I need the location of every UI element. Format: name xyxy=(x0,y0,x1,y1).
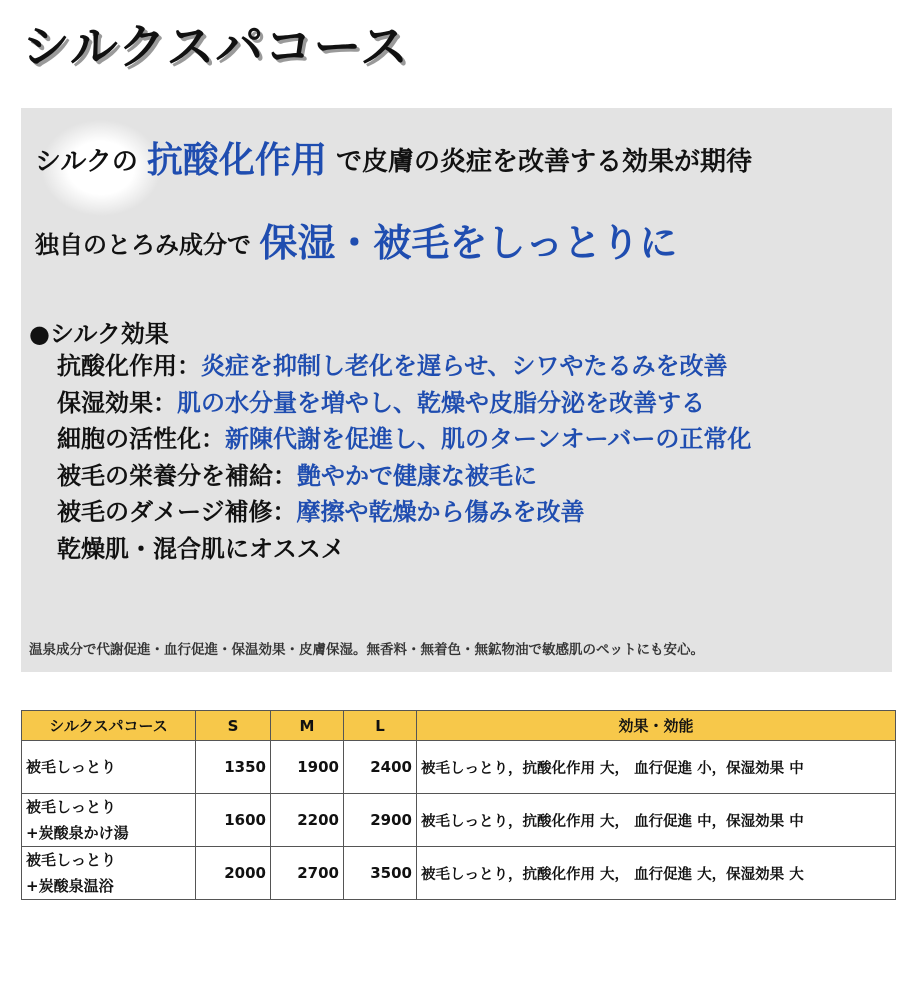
header-size-s: S xyxy=(196,711,271,741)
headline-2-pre: 独自のとろみ成分で xyxy=(35,231,251,259)
headline-1-post: で皮膚の炎症を改善する効果が期待 xyxy=(335,147,752,177)
course-option: +炭酸泉かけ湯 xyxy=(26,824,129,842)
effects-heading: ●シルク効果 xyxy=(29,320,169,348)
price-s: 1350 xyxy=(196,741,271,794)
course-name: 被毛しっとり xyxy=(26,758,117,776)
effect-item xyxy=(57,421,751,458)
effect-item xyxy=(57,494,751,531)
effect-label: 被毛の栄養分を補給： xyxy=(57,461,297,490)
header-course: シルクスパコース xyxy=(22,711,196,741)
table-row xyxy=(22,847,896,900)
price-m: 2200 xyxy=(271,794,344,847)
effect-cell: 被毛しっとり，抗酸化作用 大， 血行促進 中，保湿効果 中 xyxy=(417,794,896,847)
effect-cell: 被毛しっとり，抗酸化作用 大， 血行促進 小，保湿効果 中 xyxy=(417,741,896,794)
table-row xyxy=(22,794,896,847)
effect-item xyxy=(57,531,751,568)
effect-item xyxy=(57,348,751,385)
effect-description: 新陳代謝を促進し、肌のターンオーバーの正常化 xyxy=(225,425,752,453)
effect-label: 抗酸化作用： xyxy=(57,352,201,380)
table-row xyxy=(22,741,896,794)
course-cell xyxy=(22,847,196,900)
price-l: 3500 xyxy=(344,847,417,900)
effect-description: 肌の水分量を増やし、乾燥や皮脂分泌を改善する xyxy=(177,388,705,417)
header-effect: 効果・効能 xyxy=(417,711,896,741)
headline-1-emphasis: 抗酸化作用 xyxy=(146,140,327,181)
headline-1-pre: シルクの xyxy=(35,147,138,177)
effect-label: 保湿効果： xyxy=(57,388,177,417)
headline-moisture xyxy=(35,212,677,267)
effect-description: 艶やかで健康な被毛に xyxy=(297,461,537,490)
course-name: 被毛しっとり xyxy=(26,851,117,869)
price-s: 2000 xyxy=(196,847,271,900)
course-name: 被毛しっとり xyxy=(26,798,117,816)
price-m: 2700 xyxy=(271,847,344,900)
effect-description: 摩擦や乾燥から傷みを改善 xyxy=(296,498,585,526)
page-title: シルクスパコース xyxy=(22,19,409,75)
effect-label: 乾燥肌・混合肌にオススメ xyxy=(57,534,345,563)
course-option: +炭酸泉温浴 xyxy=(26,877,114,895)
price-table xyxy=(21,710,896,900)
effect-item xyxy=(57,385,751,422)
header-size-m: M xyxy=(271,711,344,741)
effect-item xyxy=(57,458,751,495)
effects-list xyxy=(57,348,751,567)
price-l: 2400 xyxy=(344,741,417,794)
effect-label: 細胞の活性化： xyxy=(57,425,225,453)
price-s: 1600 xyxy=(196,794,271,847)
effect-description: 炎症を抑制し老化を遅らせ、シワやたるみを改善 xyxy=(201,352,728,380)
headline-antioxidant xyxy=(35,132,752,183)
silk-cocoon-banner xyxy=(21,108,892,672)
banner-footnote: 温泉成分で代謝促進・血行促進・保温効果・皮膚保湿。無香料・無着色・無鉱物油で敏感肌のペットにも安心。 xyxy=(29,642,704,658)
effect-cell: 被毛しっとり，抗酸化作用 大， 血行促進 大，保湿効果 大 xyxy=(417,847,896,900)
table-header-row xyxy=(22,711,896,741)
course-cell xyxy=(22,741,196,794)
headline-2-emphasis: 保湿・被毛をしっとりに xyxy=(259,221,678,265)
course-cell xyxy=(22,794,196,847)
effect-label: 被毛のダメージ補修： xyxy=(57,498,297,526)
price-m: 1900 xyxy=(271,741,344,794)
price-l: 2900 xyxy=(344,794,417,847)
header-size-l: L xyxy=(344,711,417,741)
